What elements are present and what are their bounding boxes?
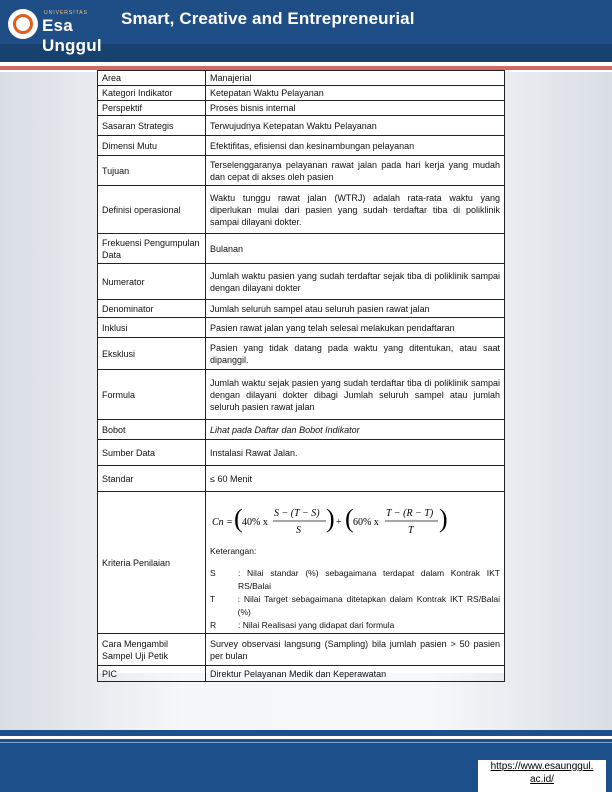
legend-key: R <box>210 620 217 630</box>
row-label: Perspektif <box>98 101 206 116</box>
legend-key: S <box>210 568 216 578</box>
formula-plus: + <box>336 517 342 528</box>
row-label: Kriteria Penilaian <box>98 492 206 634</box>
formula-lhs: Cn = <box>212 517 233 528</box>
website-url-line2[interactable]: ac.id/ <box>530 774 554 785</box>
table-row <box>98 186 505 234</box>
row-label: Denominator <box>98 300 206 318</box>
row-label: Frekuensi Pengumpulan Data <box>98 234 206 264</box>
list-item <box>210 593 500 619</box>
table-row <box>98 136 505 156</box>
legend-text: : Nilai standar (%) sebagaimana terdapat dalam Kontrak IKT RS/Balai <box>237 568 500 591</box>
table-row <box>98 300 505 318</box>
table-row <box>98 420 505 440</box>
row-label: Cara Mengambil Sampel Uji Petik <box>98 634 206 666</box>
paren-close-2: ) <box>439 504 448 533</box>
row-value: Terselenggaranya pelayanan rawat jalan pada hari kerja yang mudah dan cepat di akses oleh pasien <box>206 156 505 186</box>
table-row <box>98 318 505 338</box>
formula-den1: S <box>296 525 301 536</box>
row-label: Definisi operasional <box>98 186 206 234</box>
table-row <box>98 440 505 466</box>
row-value: Proses bisnis internal <box>206 101 505 116</box>
table-row <box>98 338 505 370</box>
row-value: Efektifitas, efisiensi dan kesinambungan pelayanan <box>206 136 505 156</box>
row-value: Ketepatan Waktu Pelayanan <box>206 86 505 101</box>
row-label: Sasaran Strategis <box>98 116 206 136</box>
row-value: Pasien yang tidak datang pada waktu yang ditentukan, atau saat dipanggil. <box>206 338 505 370</box>
table-row <box>98 370 505 420</box>
row-value: Terwujudnya Ketepatan Waktu Pelayanan <box>206 116 505 136</box>
row-value: Lihat pada Daftar dan Bobot Indikator <box>206 420 505 440</box>
formula-part2: 60% x <box>353 517 379 528</box>
table-row <box>98 634 505 666</box>
logo-name: Esa Unggul <box>42 16 102 55</box>
table-row <box>98 101 505 116</box>
row-value: Jumlah waktu pasien yang sudah terdaftar sejak tiba di poliklinik sampai dengan dilayani dokter <box>206 264 505 300</box>
row-label: Eksklusi <box>98 338 206 370</box>
row-label: Formula <box>98 370 206 420</box>
legend-key: T <box>210 594 216 604</box>
row-value: Bulanan <box>206 234 505 264</box>
table-row <box>98 71 505 86</box>
table-row <box>98 264 505 300</box>
row-label: Kategori Indikator <box>98 86 206 101</box>
row-label: Inklusi <box>98 318 206 338</box>
row-value: Manajerial <box>206 71 505 86</box>
kriteria-cell <box>206 492 505 634</box>
row-value: Instalasi Rawat Jalan. <box>206 440 505 466</box>
list-item <box>210 619 500 632</box>
table-row <box>98 156 505 186</box>
row-value: Survey observasi langsung (Sampling) bila jumlah pasien > 50 pasien per bulan <box>206 634 505 666</box>
row-label: Area <box>98 71 206 86</box>
row-label: Numerator <box>98 264 206 300</box>
logo-small-text: UNIVERSITAS <box>44 10 88 16</box>
table-row <box>98 466 505 492</box>
table-row <box>98 86 505 101</box>
row-value: Direktur Pelayanan Medik dan Keperawatan <box>206 666 505 682</box>
formula-num1: S − (T − S) <box>274 508 320 519</box>
indicator-table <box>97 70 505 682</box>
paren-open: ( <box>234 504 243 533</box>
legend-text: : Nilai Realisasi yang didapat dari formula <box>238 620 395 630</box>
keterangan-title: Keterangan: <box>210 546 257 556</box>
university-logo[interactable] <box>8 8 110 55</box>
row-value: Waktu tunggu rawat jalan (WTRJ) adalah rata-rata waktu yang diperlukan mulai dari pasien yang sudah terdaftar tiba di poliklinik sampai dilayani dokter. <box>206 186 505 234</box>
row-value: Pasien rawat jalan yang telah selesai melakukan pendaftaran <box>206 318 505 338</box>
formula-part1: 40% x <box>242 517 268 528</box>
row-label: Bobot <box>98 420 206 440</box>
row-label: PIC <box>98 666 206 682</box>
table-row <box>98 116 505 136</box>
paren-open-2: ( <box>345 504 354 533</box>
table-row <box>98 234 505 264</box>
list-item <box>210 567 500 593</box>
formula-den2: T <box>408 525 414 536</box>
tagline: Smart, Creative and Entrepreneurial <box>121 9 415 28</box>
row-label: Tujuan <box>98 156 206 186</box>
formula-equation <box>212 499 462 543</box>
website-url-line1[interactable]: https://www.esaunggul. <box>490 761 594 772</box>
row-label: Sumber Data <box>98 440 206 466</box>
footer-stripe-thin <box>0 742 612 743</box>
row-value: ≤ 60 Menit <box>206 466 505 492</box>
row-value: Jumlah seluruh sampel atau seluruh pasien rawat jalan <box>206 300 505 318</box>
paren-close: ) <box>326 504 335 533</box>
formula-block <box>210 493 500 565</box>
row-value: Jumlah waktu sejak pasien yang sudah terdaftar tiba di poliklinik sampai dengan dilayani dokter dibagi Jumlah seluruh sampel atau jumlah seluruh pasien rawat jalan <box>206 370 505 420</box>
kriteria-row <box>98 492 505 634</box>
keterangan-list <box>210 567 500 632</box>
row-label: Dimensi Mutu <box>98 136 206 156</box>
footer-stripe <box>0 736 612 739</box>
table-row <box>98 666 505 682</box>
formula-num2: T − (R − T) <box>386 508 434 519</box>
website-link[interactable] <box>478 760 606 792</box>
row-label: Standar <box>98 466 206 492</box>
logo-emblem-icon <box>8 9 38 39</box>
indicator-document <box>97 70 505 679</box>
legend-text: : Nilai Target sebagaimana ditetapkan dalam Kontrak IKT RS/Balai (%) <box>237 594 500 617</box>
